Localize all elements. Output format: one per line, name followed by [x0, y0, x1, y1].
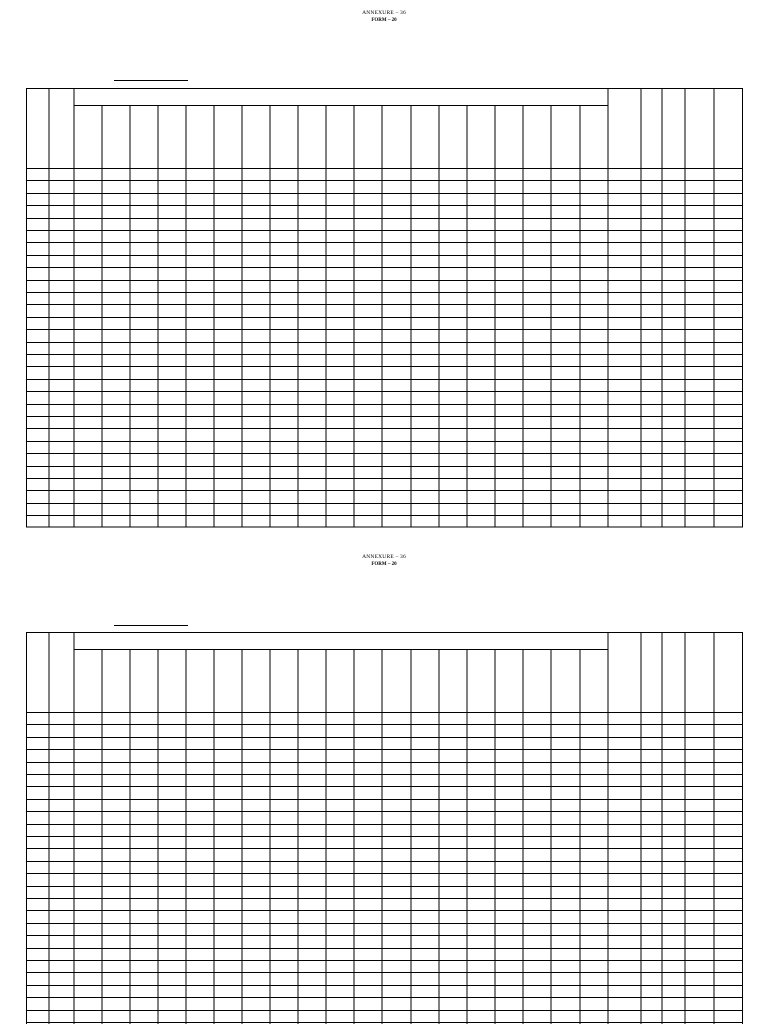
form-title: FORM – 20 — [371, 18, 397, 23]
annexure-label: ANNEXURE – 36 — [362, 10, 406, 16]
form-title: FORM – 20 — [371, 562, 397, 567]
ruled-table — [26, 632, 743, 1024]
blank-field-line — [114, 625, 188, 626]
form-heading — [0, 553, 768, 569]
ruled-table — [26, 88, 743, 525]
annexure-label: ANNEXURE – 36 — [362, 554, 406, 560]
blank-field-line — [114, 80, 188, 81]
form-heading — [0, 9, 768, 25]
